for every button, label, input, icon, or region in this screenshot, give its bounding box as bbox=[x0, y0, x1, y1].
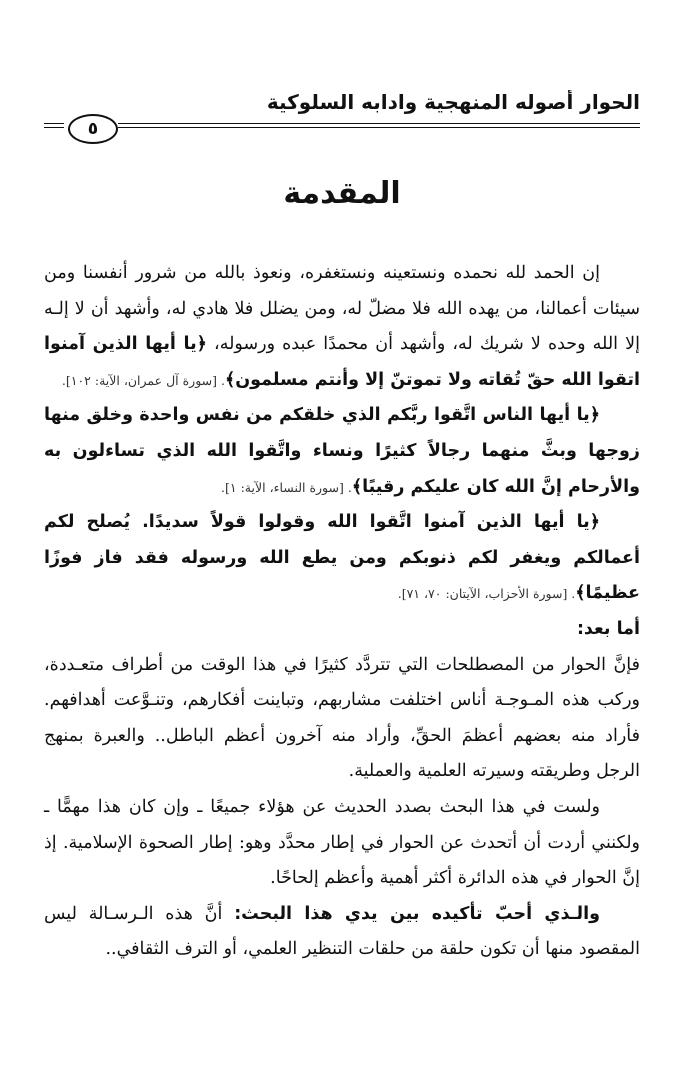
dialogue-text: فإنَّ الحوار من المصطلحات التي تتردَّد كثيرًا في هذا الوقت من أطراف متعـددة، وركب هذه المـوجـة أناس اختلفت مشاربهم، وتباينت أفكارهم، وتنـوَّعت أهدافهم. فأراد منه بعضهم أعظمَ الحقِّ، وأراد منه آخرون أعظم الباطل.. والعبرة بمنهج الرجل وطريقته وسيرته العلمية والعملية. bbox=[44, 654, 640, 782]
page-number: ٥ bbox=[68, 114, 118, 144]
running-head-title: الحوار أصوله المنهجية وادابه السلوكية bbox=[266, 90, 640, 114]
body-text bbox=[44, 256, 640, 968]
verse-reference-2: . [سورة النساء، الآية: ١]. bbox=[221, 479, 352, 495]
paragraph-verse-2 bbox=[44, 398, 640, 505]
paragraph-scope bbox=[44, 790, 640, 897]
section-heading-amma-baad bbox=[44, 612, 640, 648]
paragraph-opening bbox=[44, 256, 640, 398]
verse-reference-1: . [سورة آل عمران، الآية: ١٠٢]. bbox=[61, 372, 225, 388]
header-rule-left bbox=[44, 123, 64, 128]
quran-verse-3: ﴿يا أيها الذين آمنوا اتَّقوا الله وقولوا قولاً سديدًا. يُصلح لكم أعمالكم ويغفر لكم ذنوبكم ومن يطع الله ورسوله فقد فاز فوزًا عظيمًا﴾ bbox=[44, 512, 640, 604]
quran-verse-1: ﴿يا أيها الذين آمنوا اتقوا الله حقّ تُقاته ولا تموتنّ إلا وأنتم مسلمون﴾ bbox=[44, 334, 640, 390]
verse-reference-3: . [سورة الأحزاب، الآيتان: ٧٠، ٧١]. bbox=[397, 586, 576, 602]
header-rule-right bbox=[118, 123, 640, 128]
emphasis-lead: والـذي أحبّ تأكيده بين يدي هذا البحث: bbox=[234, 903, 600, 924]
chapter-title: المقدمة bbox=[283, 176, 401, 211]
emphasis-text: أنَّ هذه الـرسـالة ليس المقصود منها أن تكون حلقة من حلقات التنظير العلمي، أو الترف الثقافي.. bbox=[44, 903, 640, 960]
paragraph-emphasis bbox=[44, 897, 640, 968]
paragraph-verse-3 bbox=[44, 505, 640, 612]
scope-text: ولست في هذا البحث بصدد الحديث عن هؤلاء جميعًا ـ وإن كان هذا مهمًّا ـ ولكنني أردت أن أتحدث عن الحوار في إطار محدَّد وهو: إطار الصحوة الإسلامية. إذ إنَّ الحوار في هذه الدائرة أكثر أهمية وأعظم إلحاحًا. bbox=[44, 796, 640, 889]
quran-verse-2: ﴿يا أيها الناس اتَّقوا ربَّكم الذي خلقكم من نفس واحدة وخلق منها زوجها وبثَّ منهما رجالاً كثيرًا ونساء واتَّقوا الله الذي تساءلون به والأرحام إنَّ الله كان عليكم رقيبًا﴾ bbox=[44, 405, 640, 497]
paragraph-dialogue bbox=[44, 648, 640, 790]
amma-baad-heading: أما بعد: bbox=[576, 618, 640, 639]
opening-text: إن الحمد لله نحمده ونستعينه ونستغفره، ونعوذ بالله من شرور أنفسنا ومن سيئات أعمالنا، من يهده الله فلا مضلّ له، ومن يضلل فلا هادي له، وأشهد أن لا إلـه إلا الله وحده لا شريك له، وأشهد أن محمدًا عبده ورسوله، bbox=[44, 263, 640, 355]
